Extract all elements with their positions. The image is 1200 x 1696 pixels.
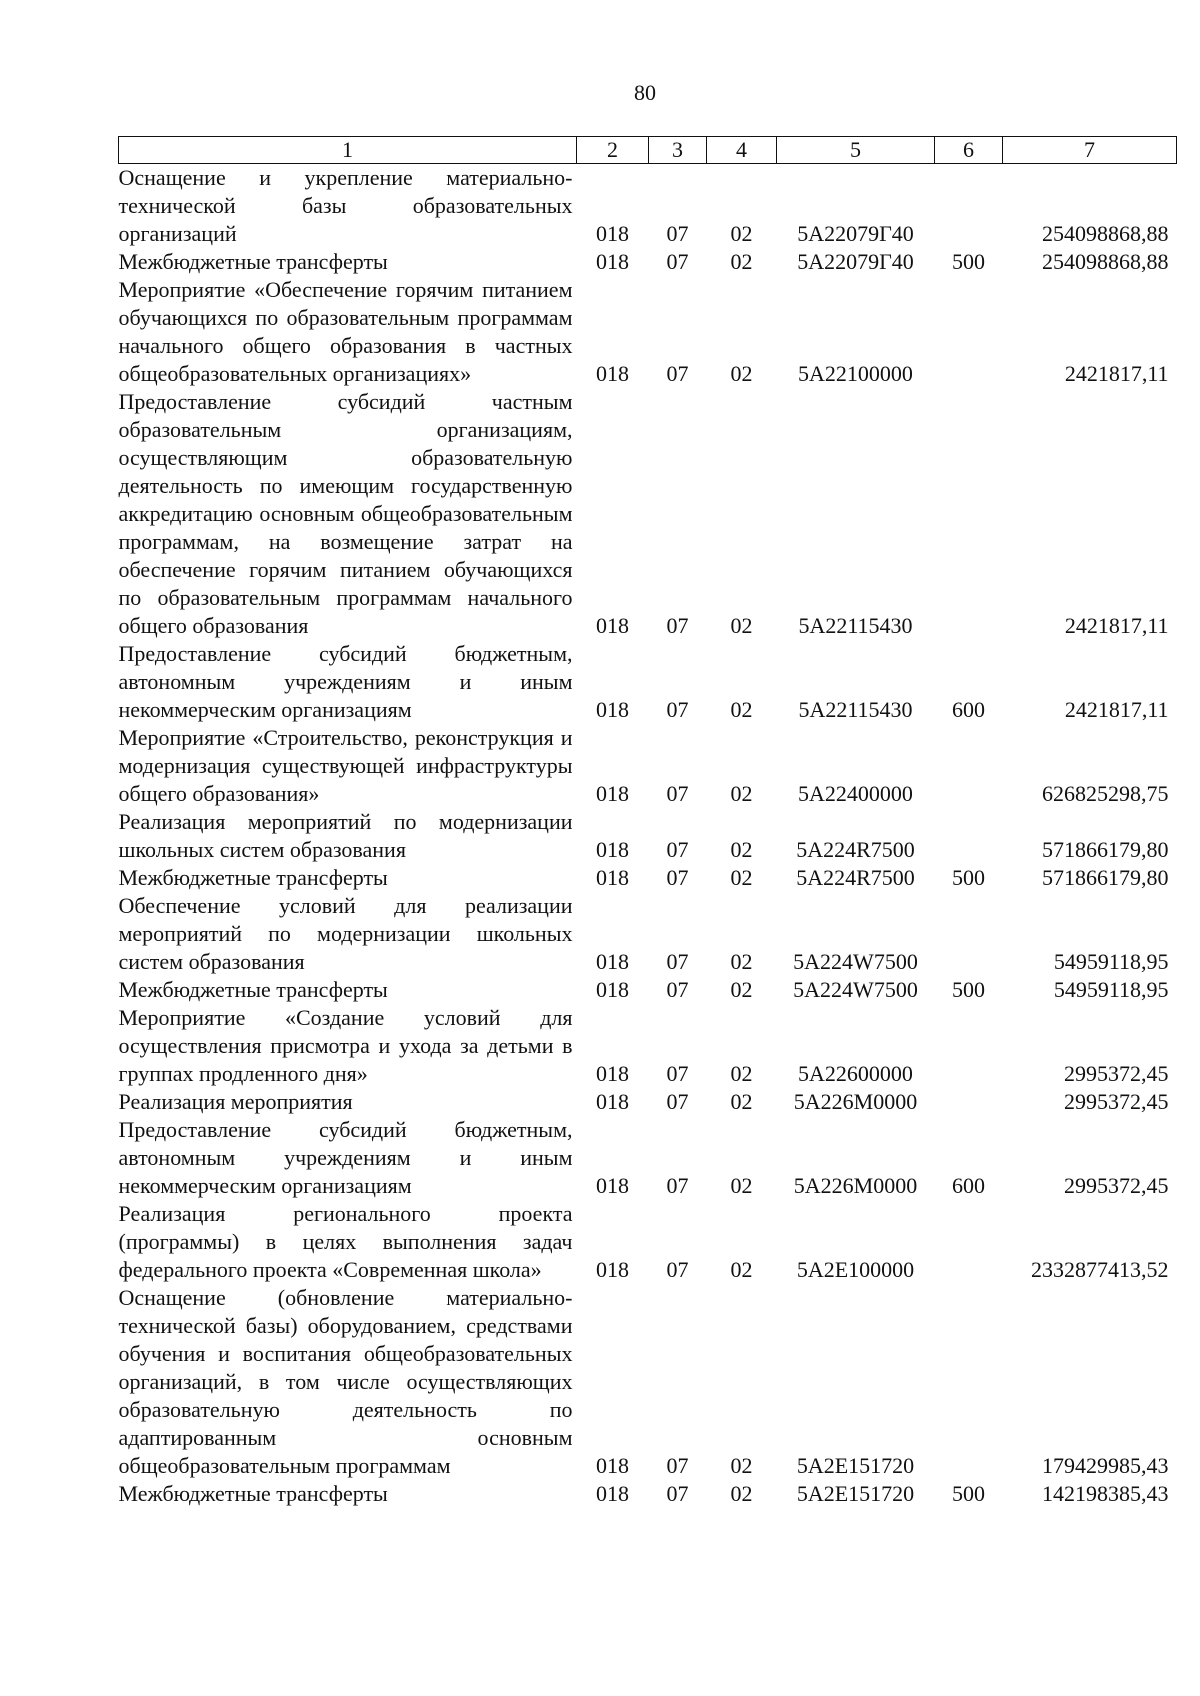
cell-ministry-code: 018 xyxy=(596,1061,629,1086)
cell-expense-type xyxy=(935,164,1003,249)
cell-section: 07 xyxy=(666,837,689,862)
cell-subsection: 02 xyxy=(730,613,753,638)
table-row xyxy=(119,640,1177,724)
cell-section: 07 xyxy=(666,1061,689,1086)
cell-section: 07 xyxy=(666,865,689,890)
cell-section: 07 xyxy=(666,1173,689,1198)
cell-subsection: 02 xyxy=(730,837,753,862)
cell-target-article: 5А226М0000 xyxy=(793,1173,918,1198)
cell-name: Реализация мероприятий по модернизации школьных систем образования xyxy=(118,809,573,862)
cell-target-article: 5А224W7500 xyxy=(793,949,918,974)
cell-target-article: 5А226М0000 xyxy=(793,1089,918,1114)
cell-name: Реализация мероприятия xyxy=(118,1089,353,1114)
cell-expense-type: 500 xyxy=(952,865,985,890)
cell-target-article: 5А22115430 xyxy=(798,613,913,638)
table-row xyxy=(119,976,1177,1004)
table-row xyxy=(119,164,1177,249)
cell-expense-type xyxy=(935,388,1003,640)
cell-ministry-code: 018 xyxy=(596,1257,629,1282)
cell-amount: 2995372,45 xyxy=(1064,1173,1169,1198)
cell-expense-type xyxy=(935,1088,1003,1116)
cell-ministry-code: 018 xyxy=(596,837,629,862)
table-row xyxy=(119,248,1177,276)
table-body xyxy=(119,164,1177,1509)
cell-name: Предоставление субсидий бюджетным, автономным учреждениям и иным некоммерческим организациям xyxy=(118,1117,573,1198)
cell-target-article: 5А224R7500 xyxy=(796,865,915,890)
cell-ministry-code: 018 xyxy=(596,865,629,890)
cell-expense-type: 600 xyxy=(952,1173,985,1198)
table-row xyxy=(119,864,1177,892)
cell-name: Оснащение и укрепление материально-технической базы образовательных организаций xyxy=(118,165,573,246)
cell-section: 07 xyxy=(666,1481,689,1506)
table-row xyxy=(119,1004,1177,1088)
cell-subsection: 02 xyxy=(730,1061,753,1086)
cell-target-article: 5А2Е100000 xyxy=(796,1257,915,1282)
cell-amount: 626825298,75 xyxy=(1042,781,1169,806)
cell-expense-type: 600 xyxy=(952,697,985,722)
cell-name: Мероприятие «Строительство, реконструкция и модернизация существующей инфраструктуры общего образования» xyxy=(118,725,573,806)
table-row xyxy=(119,1116,1177,1200)
cell-subsection: 02 xyxy=(730,249,753,274)
cell-target-article: 5А2Е151720 xyxy=(796,1481,915,1506)
cell-target-article: 5А22115430 xyxy=(798,697,913,722)
cell-section: 07 xyxy=(666,1453,689,1478)
cell-subsection: 02 xyxy=(730,1257,753,1282)
cell-section: 07 xyxy=(666,1089,689,1114)
table-row xyxy=(119,808,1177,864)
cell-section: 07 xyxy=(666,781,689,806)
cell-amount: 179429985,43 xyxy=(1042,1453,1169,1478)
table-row xyxy=(119,1480,1177,1508)
cell-ministry-code: 018 xyxy=(596,361,629,386)
cell-section: 07 xyxy=(666,1257,689,1282)
cell-expense-type xyxy=(935,892,1003,976)
cell-ministry-code: 018 xyxy=(596,977,629,1002)
cell-expense-type: 500 xyxy=(952,1481,985,1506)
cell-subsection: 02 xyxy=(730,1453,753,1478)
cell-ministry-code: 018 xyxy=(596,1453,629,1478)
cell-ministry-code: 018 xyxy=(596,697,629,722)
header-col-3: 3 xyxy=(649,137,707,164)
cell-subsection: 02 xyxy=(730,1481,753,1506)
cell-amount: 54959118,95 xyxy=(1053,949,1169,974)
cell-amount: 571866179,80 xyxy=(1042,837,1169,862)
cell-ministry-code: 018 xyxy=(596,249,629,274)
table-row xyxy=(119,388,1177,640)
cell-name: Оснащение (обновление материально-технической базы) оборудованием, средствами обучения и воспитания общеобразовательных организаций, в том числе осуществляющих образовательную деятельность по адаптированным основным общеобразовательным программам xyxy=(118,1285,573,1478)
header-col-7: 7 xyxy=(1003,137,1177,164)
cell-ministry-code: 018 xyxy=(596,781,629,806)
cell-amount: 2995372,45 xyxy=(1064,1089,1169,1114)
cell-section: 07 xyxy=(666,249,689,274)
cell-section: 07 xyxy=(666,613,689,638)
cell-name: Предоставление субсидий бюджетным, автономным учреждениям и иным некоммерческим организациям xyxy=(118,641,573,722)
header-col-4: 4 xyxy=(707,137,777,164)
cell-section: 07 xyxy=(666,221,689,246)
cell-ministry-code: 018 xyxy=(596,613,629,638)
cell-ministry-code: 018 xyxy=(596,1481,629,1506)
header-col-6: 6 xyxy=(935,137,1003,164)
cell-amount: 2421817,11 xyxy=(1064,361,1169,386)
cell-name: Межбюджетные трансферты xyxy=(118,1481,388,1506)
cell-target-article: 5А224W7500 xyxy=(793,977,918,1002)
cell-name: Предоставление субсидий частным образовательным организациям, осуществляющим образовательную деятельность по имеющим государственную аккредитацию основным общеобразовательным программам, на возмещение затрат на обеспечение горячим питанием обучающихся по образовательным программам начального общего образования xyxy=(118,389,573,638)
cell-expense-type: 500 xyxy=(952,977,985,1002)
cell-ministry-code: 018 xyxy=(596,1173,629,1198)
cell-subsection: 02 xyxy=(730,1173,753,1198)
cell-target-article: 5А224R7500 xyxy=(796,837,915,862)
cell-target-article: 5А22079Г40 xyxy=(797,221,914,246)
cell-subsection: 02 xyxy=(730,781,753,806)
header-row xyxy=(119,137,1177,164)
cell-subsection: 02 xyxy=(730,361,753,386)
cell-name: Обеспечение условий для реализации мероприятий по модернизации школьных систем образования xyxy=(118,893,573,974)
cell-amount: 54959118,95 xyxy=(1053,977,1169,1002)
cell-amount: 2332877413,52 xyxy=(1031,1257,1169,1282)
cell-ministry-code: 018 xyxy=(596,221,629,246)
table-row xyxy=(119,1088,1177,1116)
cell-target-article: 5А22400000 xyxy=(798,781,913,806)
cell-subsection: 02 xyxy=(730,865,753,890)
cell-expense-type xyxy=(935,808,1003,864)
table-row xyxy=(119,276,1177,388)
header-col-2: 2 xyxy=(577,137,649,164)
cell-subsection: 02 xyxy=(730,697,753,722)
cell-subsection: 02 xyxy=(730,221,753,246)
cell-expense-type xyxy=(935,1200,1003,1284)
header-col-5: 5 xyxy=(777,137,935,164)
cell-section: 07 xyxy=(666,977,689,1002)
table-row xyxy=(119,724,1177,808)
cell-subsection: 02 xyxy=(730,977,753,1002)
table-row xyxy=(119,892,1177,976)
cell-section: 07 xyxy=(666,949,689,974)
header-col-1: 1 xyxy=(119,137,577,164)
cell-section: 07 xyxy=(666,361,689,386)
cell-name: Мероприятие «Обеспечение горячим питанием обучающихся по образовательным программам начального общего образования в частных общеобразовательных организациях» xyxy=(118,277,573,386)
cell-name: Мероприятие «Создание условий для осуществления присмотра и ухода за детьми в группах продленного дня» xyxy=(118,1005,573,1086)
cell-target-article: 5А2Е151720 xyxy=(796,1453,915,1478)
cell-name: Межбюджетные трансферты xyxy=(118,977,388,1002)
cell-ministry-code: 018 xyxy=(596,949,629,974)
cell-name: Реализация регионального проекта (программы) в целях выполнения задач федерального проекта «Современная школа» xyxy=(118,1201,573,1282)
cell-amount: 571866179,80 xyxy=(1042,865,1169,890)
cell-target-article: 5А22079Г40 xyxy=(797,249,914,274)
cell-name: Межбюджетные трансферты xyxy=(118,249,388,274)
table-header xyxy=(119,137,1177,164)
table-row xyxy=(119,1284,1177,1480)
cell-name: Межбюджетные трансферты xyxy=(118,865,388,890)
cell-expense-type xyxy=(935,276,1003,388)
budget-table xyxy=(118,136,1177,1508)
table-row xyxy=(119,1200,1177,1284)
cell-section: 07 xyxy=(666,697,689,722)
cell-target-article: 5А22100000 xyxy=(798,361,913,386)
cell-amount: 254098868,88 xyxy=(1042,249,1169,274)
cell-expense-type xyxy=(935,1284,1003,1480)
cell-expense-type xyxy=(935,1004,1003,1088)
cell-subsection: 02 xyxy=(730,949,753,974)
cell-amount: 254098868,88 xyxy=(1042,221,1169,246)
cell-amount: 2421817,11 xyxy=(1064,613,1169,638)
cell-target-article: 5А22600000 xyxy=(798,1061,913,1086)
cell-ministry-code: 018 xyxy=(596,1089,629,1114)
cell-expense-type xyxy=(935,724,1003,808)
page-number: 80 xyxy=(634,80,656,105)
cell-subsection: 02 xyxy=(730,1089,753,1114)
cell-amount: 2995372,45 xyxy=(1064,1061,1169,1086)
cell-amount: 2421817,11 xyxy=(1064,697,1169,722)
cell-amount: 142198385,43 xyxy=(1042,1481,1169,1506)
cell-expense-type: 500 xyxy=(952,249,985,274)
